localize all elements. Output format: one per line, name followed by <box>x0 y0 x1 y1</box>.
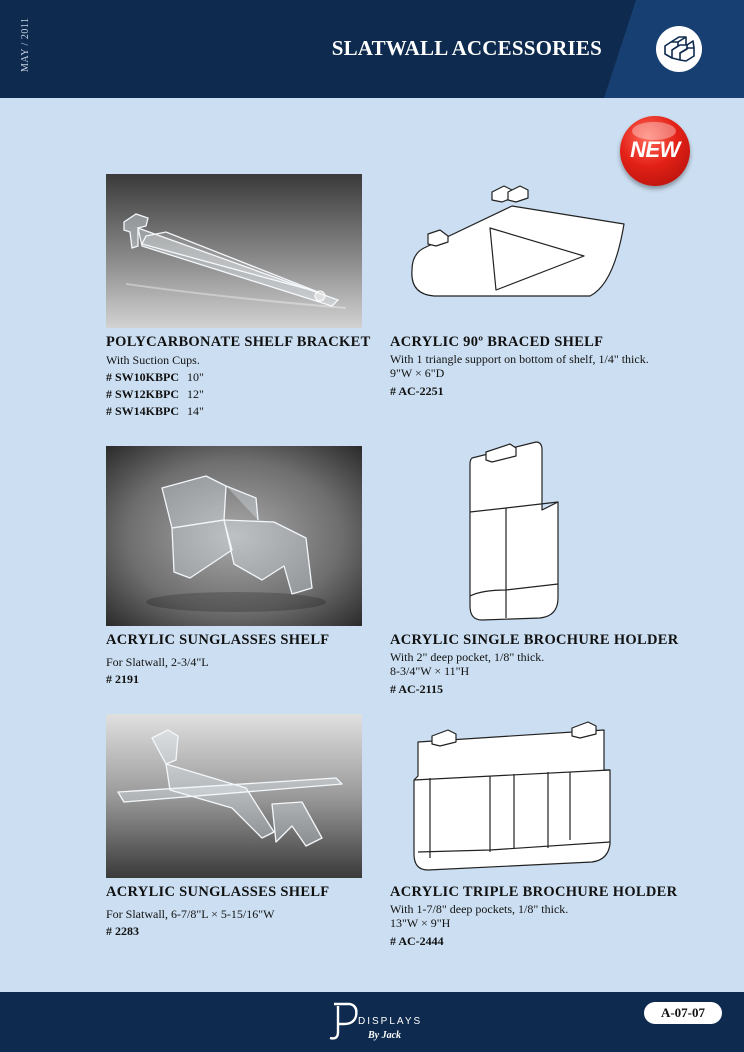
product-photo-shelf-bracket <box>106 174 362 328</box>
product-title: ACRYLIC SUNGLASSES SHELF <box>106 884 330 900</box>
product-title: ACRYLIC SINGLE BROCHURE HOLDER <box>390 632 679 648</box>
product-code: # AC-2444 <box>390 934 444 948</box>
logo-displays-text: DISPLAYS <box>358 1016 423 1027</box>
product-code: # AC-2251 <box>390 384 444 398</box>
product-code-size: 12" <box>187 387 204 401</box>
product-description: With 1-7/8" deep pockets, 1/8" thick. <box>390 902 569 916</box>
product-photo-sunglasses-shelf-small <box>106 446 362 626</box>
product-photo-sunglasses-shelf-large <box>106 714 362 878</box>
product-title: ACRYLIC TRIPLE BROCHURE HOLDER <box>390 884 678 900</box>
product-code-value: # SW10KBPC <box>106 370 180 384</box>
issue-date: MAY / 2011 <box>20 17 31 73</box>
new-badge-label: NEW <box>630 137 680 162</box>
product-description: With Suction Cups. <box>106 353 200 367</box>
product-code-value: # SW12KBPC <box>106 387 180 401</box>
product-code <box>106 387 204 402</box>
product-code-size: 10" <box>187 370 204 384</box>
product-dimensions: 9"W × 6"D <box>390 366 445 380</box>
product-code: # 2283 <box>106 924 139 938</box>
product-code-size: 14" <box>187 404 204 418</box>
product-description: For Slatwall, 6-7/8"L × 5-15/16"W <box>106 907 275 921</box>
company-logo <box>324 998 424 1046</box>
product-description: With 1 triangle support on bottom of shelf, 1/4" thick. <box>390 352 649 366</box>
page-header <box>0 0 744 98</box>
product-code <box>106 404 204 419</box>
product-description: With 2" deep pocket, 1/8" thick. <box>390 650 545 664</box>
new-badge <box>620 116 690 186</box>
slatwall-profile-icon <box>656 26 702 72</box>
product-photo-triple-brochure-holder <box>408 720 620 876</box>
product-title: POLYCARBONATE SHELF BRACKET <box>106 334 371 350</box>
page-number: A-07-07 <box>644 1002 722 1024</box>
product-dimensions: 8-3/4"W × 11"H <box>390 664 470 678</box>
product-photo-single-brochure-holder <box>462 430 566 624</box>
logo-by-jack-text: By Jack <box>368 1030 402 1041</box>
product-code: # AC-2115 <box>390 682 444 696</box>
page-title: SLATWALL ACCESSORIES <box>331 36 602 60</box>
product-title: ACRYLIC 90º BRACED SHELF <box>390 334 604 350</box>
product-code-value: # SW14KBPC <box>106 404 180 418</box>
page-footer <box>0 992 744 1052</box>
product-photo-braced-shelf <box>404 178 630 304</box>
product-title: ACRYLIC SUNGLASSES SHELF <box>106 632 330 648</box>
product-description: For Slatwall, 2-3/4"L <box>106 655 209 669</box>
product-code: # 2191 <box>106 672 139 686</box>
product-code <box>106 370 204 385</box>
product-dimensions: 13"W × 9"H <box>390 916 451 930</box>
